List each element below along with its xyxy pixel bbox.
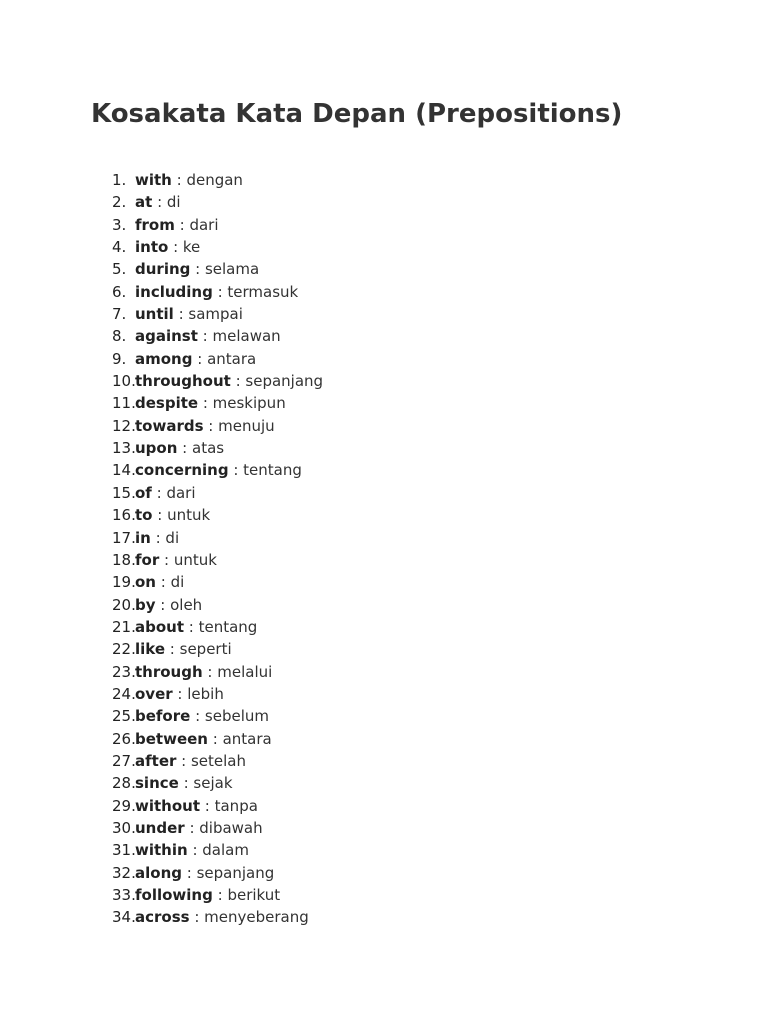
separator: :: [212, 282, 228, 301]
list-item-text: [135, 728, 272, 750]
list-item-number: 14.: [112, 461, 136, 480]
list-item-number: 30.: [112, 818, 136, 837]
list-item-number: 7.: [112, 305, 127, 324]
list-item-text: [135, 437, 224, 459]
preposition-word: within: [135, 841, 188, 860]
list-item-text: [135, 415, 275, 437]
list-item-number: 2.: [112, 193, 127, 212]
list-item-number: 18.: [112, 550, 136, 569]
preposition-word: during: [135, 260, 191, 279]
translation-text: melalui: [217, 662, 273, 681]
preposition-word: following: [135, 886, 213, 904]
translation-text: setelah: [190, 751, 247, 770]
preposition-word: from: [135, 215, 175, 234]
translation-text: lebih: [187, 684, 224, 703]
separator: :: [200, 796, 215, 815]
separator: :: [187, 841, 203, 860]
list-item-number: 23.: [112, 662, 136, 681]
translation-text: menyeberang: [204, 908, 309, 927]
separator: :: [203, 416, 219, 435]
list-item-number: 16.: [112, 506, 136, 525]
list-item-number: 26.: [112, 729, 136, 748]
separator: :: [150, 528, 166, 547]
preposition-word: until: [135, 305, 174, 324]
separator: :: [202, 662, 218, 681]
list-item-number: 5.: [112, 260, 127, 279]
list-item-number: 21.: [112, 617, 136, 636]
preposition-word: about: [135, 617, 185, 636]
list-item-number: 9.: [112, 349, 127, 368]
translation-text: untuk: [167, 506, 211, 525]
preposition-word: by: [135, 595, 156, 614]
translation-text: termasuk: [227, 282, 299, 301]
list-item-text: [135, 504, 210, 526]
preposition-word: without: [135, 796, 201, 815]
preposition-word: in: [135, 528, 151, 547]
list-item-number: 3.: [112, 215, 127, 234]
translation-text: melawan: [212, 327, 281, 346]
list-item-text: [135, 527, 179, 549]
list-item-text: [135, 325, 281, 347]
translation-text: dari: [189, 215, 219, 234]
preposition-word: of: [135, 483, 152, 502]
translation-text: seperti: [179, 640, 232, 659]
separator: :: [207, 729, 223, 748]
list-item-number: 8.: [112, 327, 127, 346]
translation-text: dari: [166, 483, 196, 502]
list-item-text: [135, 817, 263, 839]
list-item-number: 28.: [112, 774, 136, 793]
list-item-text: [135, 884, 280, 906]
translation-text: menuju: [218, 416, 275, 435]
list-item-text: [135, 683, 224, 705]
list-item-text: [135, 191, 181, 213]
separator: :: [168, 238, 183, 257]
separator: :: [173, 305, 189, 324]
preposition-word: between: [135, 729, 208, 748]
preposition-word: among: [135, 349, 193, 368]
list-item-number: 4.: [112, 238, 127, 257]
preposition-word: on: [135, 573, 156, 592]
list-item-number: 19.: [112, 573, 136, 592]
separator: :: [212, 886, 228, 904]
list-item-number: 25.: [112, 707, 136, 726]
list-item-number: 20.: [112, 595, 136, 614]
preposition-word: towards: [135, 416, 204, 435]
separator: :: [189, 908, 205, 927]
list-item-text: [135, 750, 246, 772]
separator: :: [198, 394, 213, 413]
separator: :: [165, 640, 180, 659]
separator: :: [177, 439, 192, 458]
preposition-word: upon: [135, 439, 178, 458]
translation-text: dalam: [202, 841, 249, 860]
translation-text: tentang: [243, 461, 302, 480]
preposition-word: against: [135, 327, 198, 346]
separator: :: [152, 193, 167, 212]
translation-text: di: [166, 193, 181, 212]
translation-text: sepanjang: [245, 372, 324, 391]
list-item-number: 34.: [112, 908, 136, 927]
list-item-text: [135, 571, 184, 593]
separator: :: [197, 327, 213, 346]
list-item-text: [135, 795, 258, 817]
page-title: Kosakata Kata Depan (Prepositions): [91, 99, 623, 129]
preposition-word: throughout: [135, 372, 231, 391]
separator: :: [230, 372, 246, 391]
preposition-word: to: [135, 506, 153, 525]
list-item-number: 13.: [112, 439, 136, 458]
list-item-text: [135, 906, 309, 928]
list-item-text: [135, 348, 256, 370]
list-item-number: 24.: [112, 684, 136, 703]
separator: :: [178, 774, 194, 793]
list-item-text: [135, 236, 200, 258]
preposition-word: into: [135, 238, 169, 257]
separator: :: [159, 550, 174, 569]
preposition-word: including: [135, 282, 213, 301]
translation-text: tanpa: [214, 796, 258, 815]
translation-text: selama: [204, 260, 260, 279]
translation-text: berikut: [227, 886, 281, 904]
list-item-number: 15.: [112, 483, 136, 502]
separator: :: [228, 461, 244, 480]
list-item-number: 29.: [112, 796, 136, 815]
translation-text: meskipun: [212, 394, 286, 413]
list-item-number: 27.: [112, 751, 136, 770]
separator: :: [172, 684, 188, 703]
separator: :: [171, 171, 187, 189]
translation-text: tentang: [198, 617, 258, 636]
separator: :: [184, 818, 200, 837]
separator: :: [155, 573, 171, 592]
list-item-number: 12.: [112, 416, 136, 435]
list-item-number: 11.: [112, 394, 136, 413]
separator: :: [192, 349, 208, 368]
separator: :: [190, 260, 205, 279]
separator: :: [184, 617, 199, 636]
list-item-text: [135, 772, 233, 794]
list-item-number: 22.: [112, 640, 136, 659]
list-item-text: [135, 303, 243, 325]
preposition-word: for: [135, 550, 160, 569]
preposition-word: at: [135, 193, 153, 212]
separator: :: [155, 595, 171, 614]
separator: :: [176, 751, 191, 770]
translation-text: untuk: [173, 550, 217, 569]
translation-text: sejak: [193, 774, 233, 793]
translation-text: sampai: [188, 305, 243, 324]
separator: :: [174, 215, 190, 234]
translation-text: dibawah: [199, 818, 263, 837]
translation-text: di: [170, 573, 185, 592]
translation-text: ke: [182, 238, 201, 257]
translation-text: sebelum: [204, 707, 269, 726]
preposition-word: across: [135, 908, 190, 927]
list-item-text: [135, 169, 243, 191]
preposition-word: after: [135, 751, 177, 770]
list-item-text: [135, 705, 269, 727]
separator: :: [190, 707, 205, 726]
list-item-text: [135, 214, 219, 236]
list-item-text: [135, 638, 232, 660]
list-item-text: [135, 482, 196, 504]
list-item-text: [135, 549, 217, 571]
separator: :: [151, 483, 167, 502]
list-item-number: 33.: [112, 886, 136, 904]
list-item-number: 31.: [112, 841, 136, 860]
translation-text: atas: [192, 439, 225, 458]
list-item-text: [135, 839, 249, 861]
list-item-text: [135, 594, 202, 616]
list-item-text: [135, 459, 302, 481]
list-item-text: [135, 392, 286, 414]
separator: :: [152, 506, 168, 525]
preposition-word: with: [135, 171, 172, 189]
list-item-text: [135, 862, 274, 884]
list-item-text: [135, 616, 257, 638]
preposition-word: before: [135, 707, 191, 726]
preposition-word: through: [135, 662, 203, 681]
preposition-word: concerning: [135, 461, 229, 480]
list-item-text: [135, 258, 259, 280]
list-item-number: 17.: [112, 528, 136, 547]
preposition-word: despite: [135, 394, 199, 413]
translation-text: sepanjang: [196, 863, 275, 882]
preposition-word: over: [135, 684, 173, 703]
translation-text: dengan: [186, 171, 243, 189]
translation-text: di: [165, 528, 180, 547]
preposition-word: since: [135, 774, 179, 793]
list-item-number: 32.: [112, 863, 136, 882]
preposition-word: under: [135, 818, 185, 837]
translation-text: oleh: [170, 595, 203, 614]
preposition-word: along: [135, 863, 182, 882]
translation-text: antara: [222, 729, 272, 748]
list-item-text: [135, 661, 272, 683]
list-item-text: [135, 281, 298, 303]
preposition-word: like: [135, 640, 166, 659]
translation-text: antara: [207, 349, 257, 368]
list-item-number: 1.: [112, 171, 127, 189]
list-item-number: 6.: [112, 282, 127, 301]
list-item-number: 10.: [112, 372, 136, 391]
separator: :: [182, 863, 197, 882]
list-item-text: [135, 370, 323, 392]
